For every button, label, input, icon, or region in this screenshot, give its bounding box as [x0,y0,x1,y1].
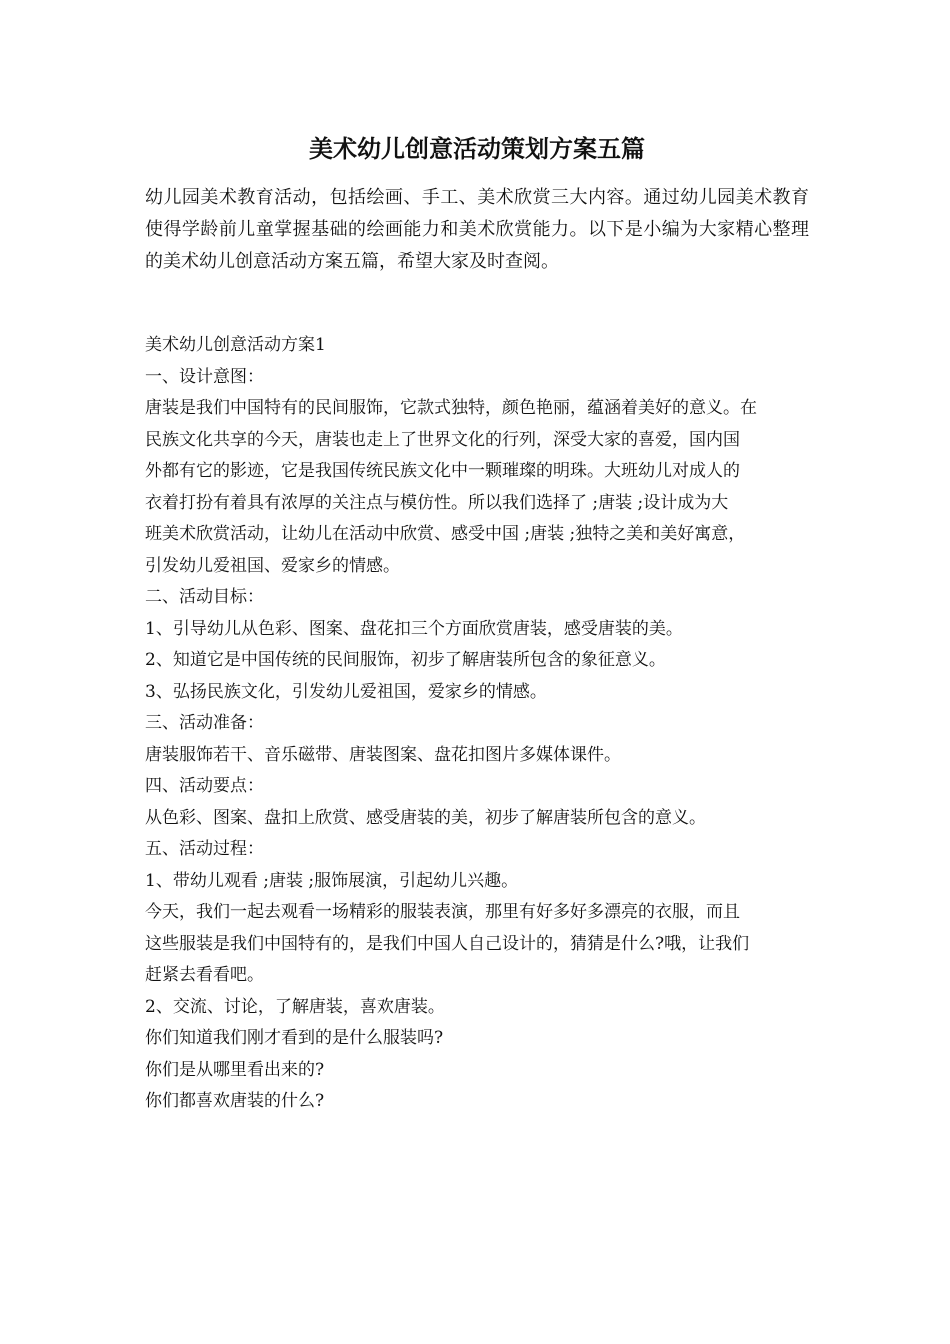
body-line: 衣着打扮有着具有浓厚的关注点与模仿性。所以我们选择了 ;唐装 ;设计成为大 [145,492,729,513]
body-line: 赶紧去看看吧。 [145,965,264,985]
section-heading-goals: 二、活动目标： [145,587,264,607]
intro-paragraph: 幼儿园美术教育活动，包括绘画、手工、美术欣赏三大内容。通过幼儿园美术教育使得学龄前儿童掌握基础的绘画能力和美术欣赏能力。以下是小编为大家精心整理的美术幼儿创意活动方案五篇，希望大家及时查阅。 [145,187,809,272]
body-line: 这些服装是我们中国特有的，是我们中国人自己设计的，猜猜是什么?哦，让我们 [145,933,750,954]
body-line: 引发幼儿爱祖国、爱家乡的情感。 [145,555,400,576]
body-line: 唐装是我们中国特有的民间服饰，它款式独特，颜色艳丽，蕴涵着美好的意义。在 [145,398,757,418]
body-line: 唐装服饰若干、音乐磁带、唐装图案、盘花扣图片多媒体课件。 [145,744,621,765]
question-line: 你们都喜欢唐装的什么? [145,1091,325,1111]
goal-item: 2、知道它是中国传统的民间服饰，初步了解唐装所包含的象征意义。 [145,650,666,670]
section-heading-key-points: 四、活动要点： [145,776,264,796]
document-page [145,131,809,1118]
goal-item: 3、弘扬民族文化，引发幼儿爱祖国，爱家乡的情感。 [145,681,547,702]
section-heading-preparation: 三、活动准备： [145,713,264,733]
body-line: 今天，我们一起去观看一场精彩的服装表演，那里有好多好多漂亮的衣服，而且 [145,902,740,922]
process-step: 2、交流、讨论，了解唐装，喜欢唐装。 [145,996,445,1017]
body-line: 从色彩、图案、盘扣上欣赏、感受唐装的美，初步了解唐装所包含的意义。 [145,807,706,828]
plan-body [145,330,809,1118]
body-line: 民族文化共享的今天，唐装也走上了世界文化的行列，深受大家的喜爱，国内国 [145,429,740,450]
section-heading-process: 五、活动过程： [145,839,264,859]
question-line: 你们是从哪里看出来的? [145,1059,325,1080]
body-line: 班美术欣赏活动，让幼儿在活动中欣赏、感受中国 ;唐装 ;独特之美和美好寓意， [145,524,746,544]
question-line: 你们知道我们刚才看到的是什么服装吗? [145,1028,444,1048]
plan-heading: 美术幼儿创意活动方案1 [145,335,326,355]
document-title: 美术幼儿创意活动策划方案五篇 [309,134,645,163]
section-heading-design-intent: 一、设计意图： [145,366,264,387]
body-line: 外都有它的影迹，它是我国传统民族文化中一颗璀璨的明珠。大班幼儿对成人的 [145,461,740,481]
process-step: 1、带幼儿观看 ;唐装 ;服饰展演，引起幼儿兴趣。 [145,870,519,891]
goal-item: 1、引导幼儿从色彩、图案、盘花扣三个方面欣赏唐装，感受唐装的美。 [145,618,683,639]
section-spacer [145,278,809,330]
